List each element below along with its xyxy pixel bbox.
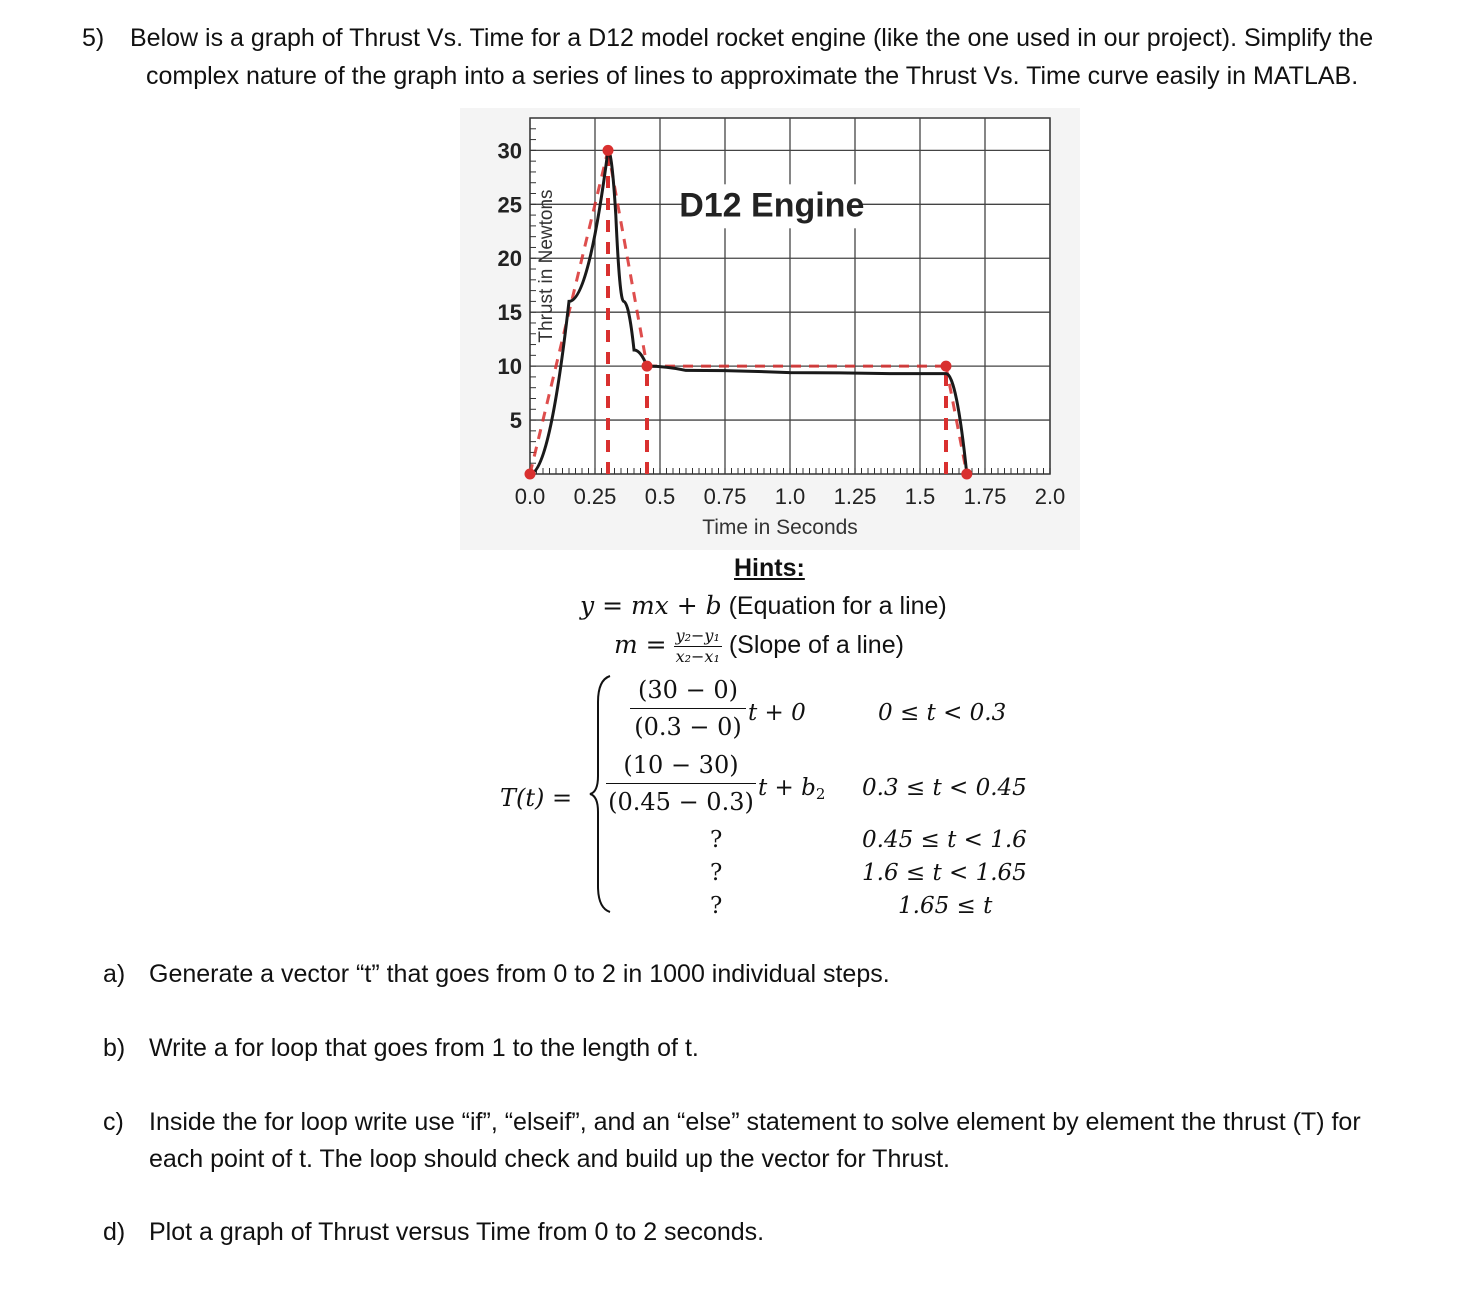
slope-numerator: y₂−y₁ [675,626,720,645]
piece4-condition: 1.6 ≤ t < 1.65 [862,860,1027,886]
y-tick-label: 25 [497,192,522,218]
key-point-4 [941,361,952,372]
piece2-numerator: (10 − 30) [606,751,756,784]
task-c-label: c) [103,1108,124,1136]
piece2-tail [758,775,825,803]
task-a-text: Generate a vector “t” that goes from 0 to 2 in 1000 individual steps. [149,960,890,988]
piece5-expr: ? [710,893,723,919]
piece2-denominator: (0.45 − 0.3) [608,788,754,816]
x-tick-label: 2.0 [1034,484,1066,509]
line-equation-hint [580,591,947,621]
x-axis-title: Time in Seconds [702,516,858,539]
piece3-condition: 0.45 ≤ t < 1.6 [862,827,1027,853]
key-point-3 [642,361,653,372]
task-d-text: Plot a graph of Thrust versus Time from 0 to 2 seconds. [149,1218,765,1246]
key-point-2 [603,145,614,156]
task-b-text: Write a for loop that goes from 1 to the length of t. [149,1034,699,1062]
piece1-condition: 0 ≤ t < 0.3 [878,700,1007,726]
x-tick-label: 0.0 [514,484,546,509]
task-c-text-line-1: Inside the for loop write use “if”, “elseif”, and an “else” statement to solve element by element the thrust (T) for [149,1108,1361,1136]
x-tick-label: 1.25 [833,484,877,509]
y-axis-title: Thrust in Newtons [536,189,557,343]
y-tick-label: 5 [509,408,522,434]
x-tick-label: 0.5 [644,484,676,509]
piece4-expr: ? [710,860,723,886]
piecewise-lhs: T(t) = [500,784,573,812]
key-point-5 [961,469,972,480]
question-number: 5) [82,24,105,52]
chart-title: D12 Engine [679,186,865,225]
line-equation-desc: (Equation for a line) [728,592,947,620]
piece1-fraction [630,676,746,741]
y-tick-label: 15 [497,300,522,326]
line-equation: y = mx + b [580,591,722,620]
question-text-line-2: complex nature of the graph into a series of lines to approximate the Thrust Vs. Time curve easily in MATLAB. [146,62,1359,90]
x-tick-label: 1.0 [774,484,806,509]
y-tick-label: 10 [497,354,522,380]
x-tick-label: 1.5 [904,484,936,509]
piece2-fraction [606,751,756,816]
x-tick-label: 0.25 [573,484,617,509]
piece1-denominator: (0.3 − 0) [634,713,742,741]
y-tick-label: 20 [497,246,522,272]
piece2-condition: 0.3 ≤ t < 0.45 [862,775,1027,801]
task-d-label: d) [103,1218,126,1246]
x-tick-label: 0.75 [703,484,747,509]
slope-desc: (Slope of a line) [728,631,904,660]
piece1-tail: t + 0 [748,700,806,726]
thrust-chart-panel [460,108,1080,550]
task-a-label: a) [103,960,126,988]
piece1-numerator: (30 − 0) [630,676,746,709]
slope-fraction [674,626,722,667]
thrust-chart [460,108,1080,550]
x-tick-label: 1.75 [963,484,1007,509]
slope-denominator: x₂−x₁ [675,647,720,666]
piece2-tail-subscript: 2 [815,785,826,803]
task-b-label: b) [103,1034,126,1062]
hints-title: Hints: [734,554,805,582]
y-tick-label: 30 [497,138,522,164]
slope-lhs: m = [614,630,667,660]
slope-hint [614,626,904,667]
question-text-line-1: Below is a graph of Thrust Vs. Time for a D12 model rocket engine (like the one used in our project). Simplify the [130,24,1374,52]
key-point-1 [525,469,536,480]
piece5-condition: 1.65 ≤ t [898,893,993,919]
piece3-expr: ? [710,827,723,853]
task-c-text-line-2: each point of t. The loop should check and build up the vector for Thrust. [149,1145,950,1173]
piece2-tail-text: t + b [758,775,816,801]
